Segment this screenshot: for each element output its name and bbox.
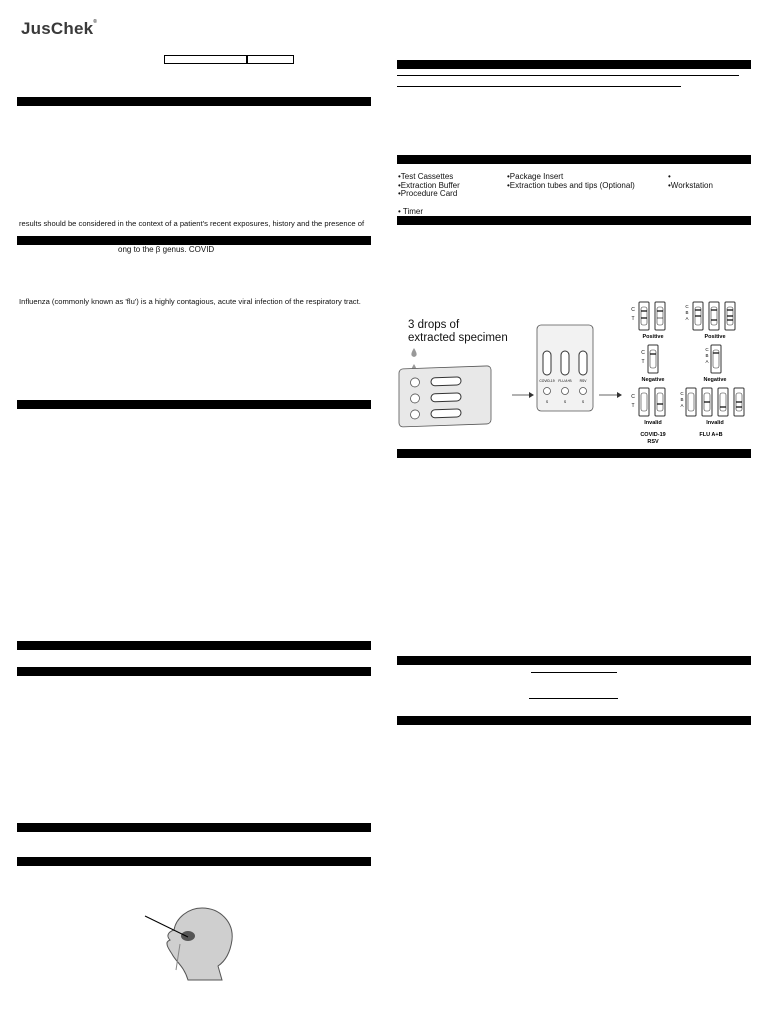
label-negative: Negative (641, 377, 665, 383)
material-item: •Procedure Card (398, 189, 458, 198)
right-rule-2 (397, 86, 681, 87)
context-line: results should be considered in the context of a patient's recent exposures, history and the presence of (19, 219, 365, 228)
svg-text:A: A (705, 359, 709, 364)
right-rule-3 (531, 672, 617, 673)
cassette-label: RSV (579, 379, 587, 383)
material-item: • (668, 172, 671, 181)
well-letter: S (563, 400, 567, 404)
drop-icon (411, 348, 416, 357)
label-invalid: Invalid (706, 420, 724, 426)
well-letter: S (545, 400, 549, 404)
genus-line: ong to the β genus. COVID (118, 245, 215, 254)
section-bar-6 (17, 823, 371, 832)
nasal-swab-illustration (140, 900, 240, 985)
svg-text:C: C (641, 350, 645, 356)
material-item: •Extraction Buffer (398, 181, 460, 190)
cassette-label: COVID-19 (539, 379, 555, 383)
svg-text:B: B (680, 397, 684, 402)
section-bar-7 (17, 857, 371, 866)
svg-text:B: B (705, 353, 709, 358)
svg-text:C: C (631, 307, 635, 313)
svg-text:C: C (705, 347, 709, 352)
material-item-timer: • Timer (398, 207, 424, 216)
svg-text:A: A (685, 316, 689, 321)
svg-text:T: T (631, 403, 635, 409)
cassette-label: FLU A+B (558, 379, 572, 383)
right-rule-1 (397, 75, 739, 76)
material-item: •Workstation (668, 181, 713, 190)
label-rsv: RSV (647, 439, 659, 445)
right-bar-3 (397, 216, 751, 225)
svg-text:B: B (685, 310, 689, 315)
header-box-left (164, 55, 248, 64)
label-positive: Positive (642, 334, 664, 340)
svg-text:T: T (631, 316, 635, 322)
label-positive: Positive (704, 334, 726, 340)
arrow-right-icon (617, 392, 622, 398)
section-bar-3 (17, 400, 371, 409)
right-bar-1 (397, 60, 751, 69)
arrow-right-icon (529, 392, 534, 398)
right-rule-4 (529, 698, 618, 699)
svg-text:C: C (631, 394, 635, 400)
brand-mark: ® (93, 19, 98, 25)
label-invalid: Invalid (644, 420, 662, 426)
right-bar-5 (397, 656, 751, 665)
drops-text-2: extracted specimen (408, 332, 508, 344)
well-letter: S (581, 400, 585, 404)
label-covid-19: COVID-19 (640, 432, 666, 438)
material-item: •Test Cassettes (398, 172, 454, 181)
material-item: •Package Insert (507, 172, 564, 181)
section-bar-1 (17, 97, 371, 106)
results-figure (625, 298, 755, 448)
drops-text-1: 3 drops of (408, 319, 460, 331)
label-negative: Negative (703, 377, 727, 383)
right-bar-4 (397, 449, 751, 458)
material-item: •Extraction tubes and tips (Optional) (507, 181, 635, 190)
influenza-line: Influenza (commonly known as 'flu') is a highly contagious, acute viral infection of the respiratory tract. (19, 297, 361, 306)
materials-bar (397, 155, 751, 164)
brand-name: JusChek (21, 19, 94, 38)
brand-logo (21, 19, 97, 39)
section-bar-4 (17, 641, 371, 650)
svg-text:A: A (680, 403, 684, 408)
label-flu-ab: FLU A+B (699, 432, 723, 438)
section-bar-2 (17, 236, 371, 245)
svg-text:C: C (680, 391, 684, 396)
header-box-right (246, 55, 294, 64)
svg-text:C: C (685, 304, 689, 309)
section-bar-5 (17, 667, 371, 676)
svg-text:T: T (641, 359, 645, 365)
right-bar-6 (397, 716, 751, 725)
